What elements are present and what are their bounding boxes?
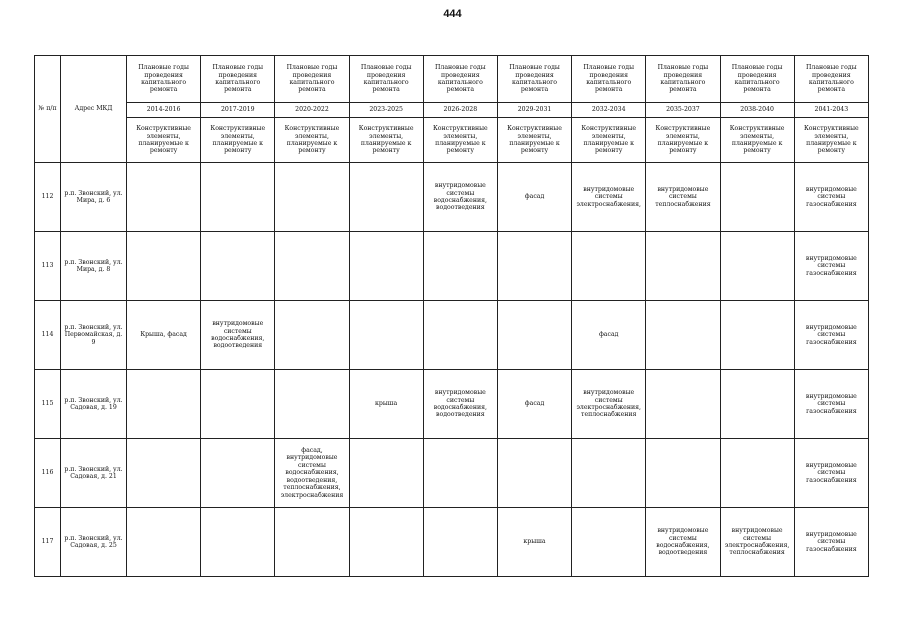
column-header-elements: Конструктивные элементы, планируемые к ремонту bbox=[423, 118, 497, 163]
repair-cell bbox=[423, 301, 497, 370]
repair-cell bbox=[497, 439, 571, 508]
column-header-elements: Конструктивные элементы, планируемые к ремонту bbox=[720, 118, 794, 163]
column-header-period-title: Плановые годы проведения капитального ремонта bbox=[423, 56, 497, 103]
repair-cell: внутридомовые системы теплоснабжения bbox=[646, 163, 720, 232]
row-number: 114 bbox=[35, 301, 61, 370]
column-header-years: 2017-2019 bbox=[201, 103, 275, 118]
column-header-years: 2014-2016 bbox=[127, 103, 201, 118]
repair-cell bbox=[646, 301, 720, 370]
row-address: р.п. Звонский, ул. Садовая, д. 21 bbox=[61, 439, 127, 508]
repair-cell: фасад, внутридомовые системы водоснабжения, водоотведения, теплоснабжения, электроснабжения bbox=[275, 439, 349, 508]
row-number: 115 bbox=[35, 370, 61, 439]
row-address: р.п. Звонский, ул. Мира, д. 8 bbox=[61, 232, 127, 301]
repair-cell: внутридомовые системы электроснабжения, теплоснабжения bbox=[572, 370, 646, 439]
column-header-period-title: Плановые годы проведения капитального ремонта bbox=[646, 56, 720, 103]
repair-cell: внутридомовые системы водоснабжения, водоотведения bbox=[646, 508, 720, 577]
column-header-period-title: Плановые годы проведения капитального ремонта bbox=[794, 56, 868, 103]
row-address: р.п. Звонский, ул. Садовая, д. 19 bbox=[61, 370, 127, 439]
repair-cell bbox=[349, 301, 423, 370]
row-number: 116 bbox=[35, 439, 61, 508]
repair-cell bbox=[423, 232, 497, 301]
row-address: р.п. Звонский, ул. Мира, д. 6 bbox=[61, 163, 127, 232]
column-header-years: 2026-2028 bbox=[423, 103, 497, 118]
column-header-years: 2029-2031 bbox=[497, 103, 571, 118]
repair-cell: внутридомовые системы газоснабжения bbox=[794, 301, 868, 370]
column-header-period-title: Плановые годы проведения капитального ремонта bbox=[572, 56, 646, 103]
row-address: р.п. Звонский, ул. Первомайская, д. 9 bbox=[61, 301, 127, 370]
row-number: 113 bbox=[35, 232, 61, 301]
repair-cell bbox=[423, 508, 497, 577]
column-header-elements: Конструктивные элементы, планируемые к ремонту bbox=[201, 118, 275, 163]
column-header-elements: Конструктивные элементы, планируемые к ремонту bbox=[275, 118, 349, 163]
repair-cell bbox=[720, 163, 794, 232]
column-header-elements: Конструктивные элементы, планируемые к ремонту bbox=[497, 118, 571, 163]
repair-cell bbox=[201, 232, 275, 301]
repair-cell bbox=[646, 232, 720, 301]
column-header-elements: Конструктивные элементы, планируемые к ремонту bbox=[127, 118, 201, 163]
column-header-period-title: Плановые годы проведения капитального ремонта bbox=[201, 56, 275, 103]
repair-cell bbox=[423, 439, 497, 508]
repair-cell bbox=[201, 370, 275, 439]
repair-cell: фасад bbox=[497, 163, 571, 232]
repair-cell: внутридомовые системы газоснабжения bbox=[794, 370, 868, 439]
column-header-period-title: Плановые годы проведения капитального ремонта bbox=[349, 56, 423, 103]
column-header-years: 2032-2034 bbox=[572, 103, 646, 118]
repair-cell: внутридомовые системы газоснабжения bbox=[794, 439, 868, 508]
row-number: 112 bbox=[35, 163, 61, 232]
row-number: 117 bbox=[35, 508, 61, 577]
column-header-years: 2020-2022 bbox=[275, 103, 349, 118]
column-header-period-title: Плановые годы проведения капитального ремонта bbox=[720, 56, 794, 103]
repair-cell bbox=[497, 301, 571, 370]
repair-cell: внутридомовые системы водоснабжения, водоотведения bbox=[423, 163, 497, 232]
column-header-elements: Конструктивные элементы, планируемые к ремонту bbox=[572, 118, 646, 163]
repair-cell bbox=[127, 163, 201, 232]
repair-cell bbox=[497, 232, 571, 301]
column-header-number: № п/п bbox=[35, 56, 61, 163]
repair-cell bbox=[646, 370, 720, 439]
repair-cell bbox=[201, 163, 275, 232]
repair-cell: Крыша, фасад bbox=[127, 301, 201, 370]
repair-cell bbox=[349, 163, 423, 232]
table-row bbox=[35, 163, 869, 232]
repair-cell bbox=[572, 508, 646, 577]
column-header-years: 2035-2037 bbox=[646, 103, 720, 118]
table-row bbox=[35, 232, 869, 301]
repair-cell bbox=[349, 439, 423, 508]
repair-cell bbox=[572, 232, 646, 301]
repair-cell: фасад bbox=[497, 370, 571, 439]
repair-cell bbox=[349, 508, 423, 577]
repair-cell: крыша bbox=[497, 508, 571, 577]
repair-cell bbox=[720, 232, 794, 301]
repair-cell bbox=[127, 508, 201, 577]
table-row bbox=[35, 439, 869, 508]
repair-cell: внутридомовые системы водоснабжения, водоотведения bbox=[201, 301, 275, 370]
repair-cell: внутридомовые системы электроснабжения, теплоснабжения bbox=[720, 508, 794, 577]
repair-cell bbox=[720, 370, 794, 439]
repair-cell bbox=[201, 439, 275, 508]
table-row bbox=[35, 370, 869, 439]
repair-cell bbox=[720, 439, 794, 508]
table-row bbox=[35, 508, 869, 577]
column-header-years: 2038-2040 bbox=[720, 103, 794, 118]
column-header-elements: Конструктивные элементы, планируемые к ремонту bbox=[646, 118, 720, 163]
repair-cell: внутридомовые системы газоснабжения bbox=[794, 163, 868, 232]
repair-cell bbox=[646, 439, 720, 508]
repair-cell bbox=[572, 439, 646, 508]
repair-cell: внутридомовые системы газоснабжения bbox=[794, 232, 868, 301]
repair-cell bbox=[720, 301, 794, 370]
repair-cell bbox=[275, 370, 349, 439]
repair-cell bbox=[127, 370, 201, 439]
column-header-period-title: Плановые годы проведения капитального ремонта bbox=[127, 56, 201, 103]
column-header-elements: Конструктивные элементы, планируемые к ремонту bbox=[349, 118, 423, 163]
repair-cell: внутридомовые системы водоснабжения, водоотведения bbox=[423, 370, 497, 439]
repair-cell bbox=[127, 232, 201, 301]
table-body bbox=[35, 163, 869, 577]
column-header-years: 2041-2043 bbox=[794, 103, 868, 118]
repair-cell bbox=[275, 163, 349, 232]
column-header-address: Адрес МКД bbox=[61, 56, 127, 163]
table-header bbox=[35, 56, 869, 163]
row-address: р.п. Звонский, ул. Садовая, д. 25 bbox=[61, 508, 127, 577]
repair-cell: внутридомовые системы газоснабжения bbox=[794, 508, 868, 577]
repair-cell bbox=[349, 232, 423, 301]
table-row bbox=[35, 301, 869, 370]
repair-cell: внутридомовые системы электроснабжения, bbox=[572, 163, 646, 232]
page-number: 444 bbox=[443, 8, 462, 20]
column-header-years: 2023-2025 bbox=[349, 103, 423, 118]
repair-cell: крыша bbox=[349, 370, 423, 439]
repair-cell bbox=[275, 232, 349, 301]
column-header-elements: Конструктивные элементы, планируемые к ремонту bbox=[794, 118, 868, 163]
repair-cell bbox=[127, 439, 201, 508]
column-header-period-title: Плановые годы проведения капитального ремонта bbox=[275, 56, 349, 103]
repair-cell bbox=[201, 508, 275, 577]
repair-cell bbox=[275, 508, 349, 577]
repair-cell bbox=[275, 301, 349, 370]
repair-schedule-table bbox=[34, 55, 869, 577]
repair-cell: фасад bbox=[572, 301, 646, 370]
column-header-period-title: Плановые годы проведения капитального ремонта bbox=[497, 56, 571, 103]
